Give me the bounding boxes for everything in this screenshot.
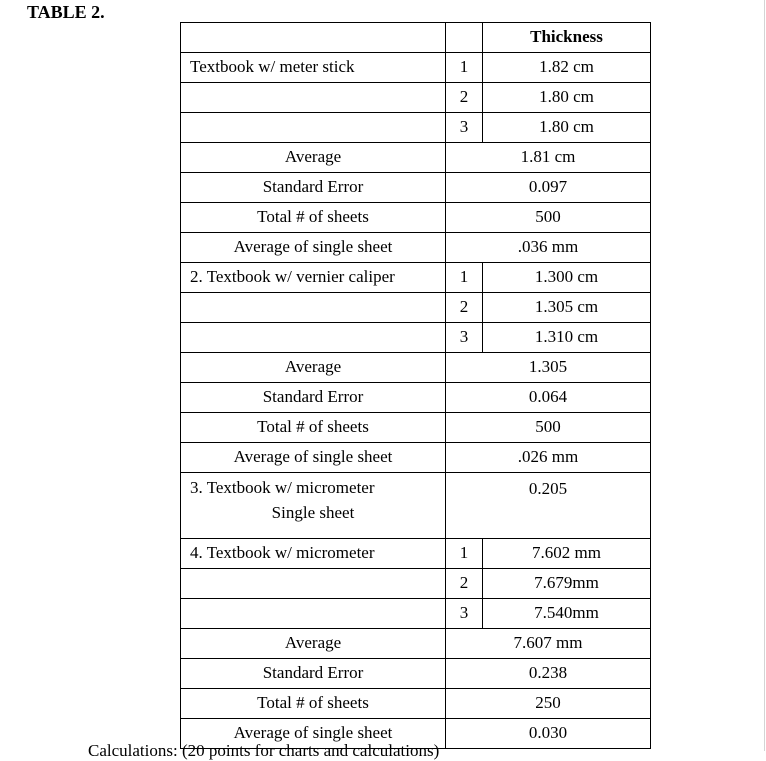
trial-value: 7.602 mm: [483, 539, 651, 569]
section-label: 4. Textbook w/ micrometer: [181, 539, 446, 569]
single-sheet-label-line2: Single sheet: [271, 502, 355, 522]
summary-label: Average: [181, 629, 446, 659]
summary-value: 7.607 mm: [446, 629, 651, 659]
summary-value: 500: [446, 203, 651, 233]
summary-row: [181, 629, 651, 659]
summary-row: [181, 143, 651, 173]
header-row: [181, 23, 651, 53]
empty-cell: [181, 83, 446, 113]
single-sheet-label: [181, 473, 446, 539]
summary-label: Average of single sheet: [181, 443, 446, 473]
summary-label: Average: [181, 353, 446, 383]
summary-label: Average: [181, 143, 446, 173]
header-empty-cell: [181, 23, 446, 53]
summary-value: 1.81 cm: [446, 143, 651, 173]
trial-value: 1.310 cm: [483, 323, 651, 353]
trial-value: 1.80 cm: [483, 83, 651, 113]
summary-row: [181, 383, 651, 413]
summary-label: Standard Error: [181, 659, 446, 689]
table-row: [181, 263, 651, 293]
table-row: [181, 539, 651, 569]
trial-number: 3: [446, 113, 483, 143]
table-row: [181, 599, 651, 629]
summary-label: Total # of sheets: [181, 689, 446, 719]
empty-cell: [181, 599, 446, 629]
table-row: [181, 83, 651, 113]
table-row: [181, 53, 651, 83]
header-empty-cell: [446, 23, 483, 53]
table-row: [181, 113, 651, 143]
trial-number: 1: [446, 263, 483, 293]
thickness-header: Thickness: [483, 23, 651, 53]
trial-value: 7.540mm: [483, 599, 651, 629]
summary-value: 0.097: [446, 173, 651, 203]
summary-value: .026 mm: [446, 443, 651, 473]
summary-row: [181, 233, 651, 263]
summary-value: 1.305: [446, 353, 651, 383]
summary-row: [181, 413, 651, 443]
page-edge: [764, 0, 765, 751]
single-sheet-label-line1: 3. Textbook w/ micrometer: [190, 478, 375, 497]
trial-value: 1.80 cm: [483, 113, 651, 143]
single-sheet-row: [181, 473, 651, 539]
trial-value: 7.679mm: [483, 569, 651, 599]
empty-cell: [181, 113, 446, 143]
trial-number: 3: [446, 323, 483, 353]
summary-value: 250: [446, 689, 651, 719]
summary-value: 0.064: [446, 383, 651, 413]
summary-value: 0.238: [446, 659, 651, 689]
thickness-table: [180, 22, 651, 749]
table-row: [181, 323, 651, 353]
trial-number: 3: [446, 599, 483, 629]
summary-row: [181, 659, 651, 689]
trial-number: 2: [446, 83, 483, 113]
summary-label: Total # of sheets: [181, 203, 446, 233]
summary-label: Standard Error: [181, 383, 446, 413]
summary-row: [181, 689, 651, 719]
summary-row: [181, 203, 651, 233]
empty-cell: [181, 323, 446, 353]
summary-label: Total # of sheets: [181, 413, 446, 443]
single-sheet-value: 0.205: [446, 473, 651, 539]
table-row: [181, 569, 651, 599]
section-label: Textbook w/ meter stick: [181, 53, 446, 83]
table-row: [181, 293, 651, 323]
trial-number: 2: [446, 569, 483, 599]
section-label: 2. Textbook w/ vernier caliper: [181, 263, 446, 293]
trial-value: 1.300 cm: [483, 263, 651, 293]
summary-label: Standard Error: [181, 173, 446, 203]
summary-value: .036 mm: [446, 233, 651, 263]
summary-row: [181, 353, 651, 383]
trial-number: 1: [446, 539, 483, 569]
trial-value: 1.82 cm: [483, 53, 651, 83]
summary-label: Average of single sheet: [181, 233, 446, 263]
summary-row: [181, 443, 651, 473]
calculations-caption: Calculations: (20 points for charts and calculations): [88, 741, 440, 760]
summary-value: 500: [446, 413, 651, 443]
table-title: TABLE 2.: [27, 2, 105, 22]
summary-row: [181, 173, 651, 203]
summary-label: Average of single sheet: [181, 719, 446, 749]
trial-number: 2: [446, 293, 483, 323]
trial-value: 1.305 cm: [483, 293, 651, 323]
empty-cell: [181, 293, 446, 323]
trial-number: 1: [446, 53, 483, 83]
empty-cell: [181, 569, 446, 599]
summary-value: 0.030: [446, 719, 651, 749]
